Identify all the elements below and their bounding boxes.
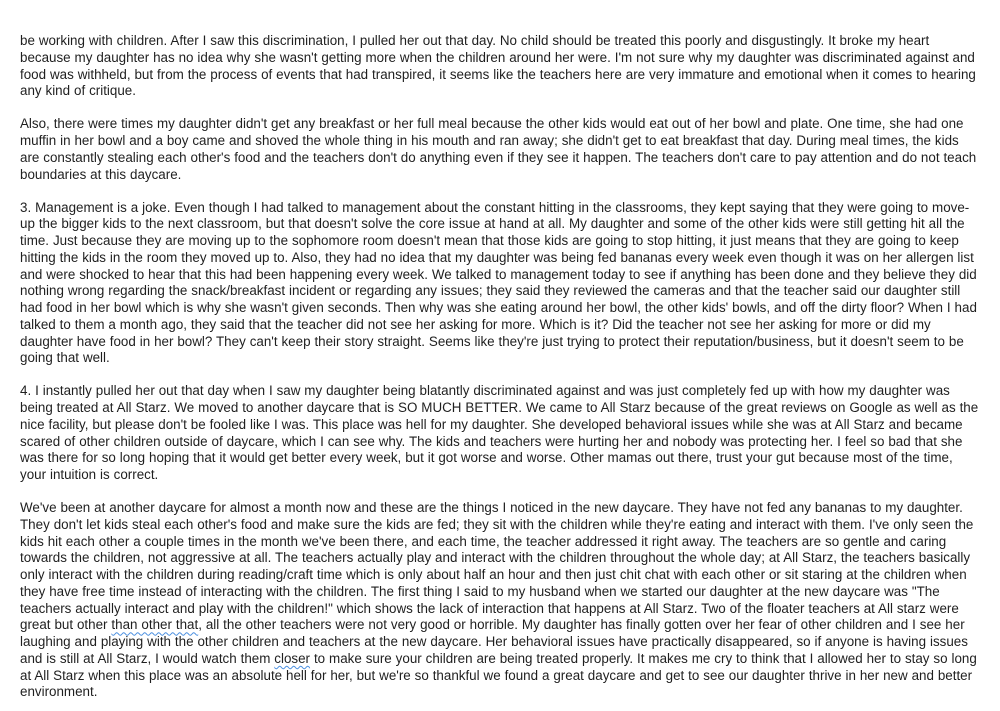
paragraph [20, 500, 980, 701]
text-segment: 4. I instantly pulled her out that day when I saw my daughter being blatantly discriminated against and was just completely fed up with how my daughter was being treated at All Starz. We moved to another daycare that is SO MUCH BETTER. We came to All Starz because of the great reviews on Google as well as the nice facility, but please don't be fooled like I was. This place was hell for my daughter. She developed behavioral issues while she was at All Starz and became scared of other children outside of daycare, which I can see why. The kids and teachers were hurting her and nobody was protecting her. I feel so bad that she was there for so long hoping that it would get better every week, but it got worse and worse. Other mamas out there, trust your gut because most of the time, your intuition is correct. [20, 383, 979, 483]
text-segment: Also, there were times my daughter didn't get any breakfast or her full meal because the other kids would eat out of her bowl and plate. One time, she had one muffin in her bowl and a boy came and shoved the whole thing in his mouth and ran away; she didn't get to eat breakfast that day. During meal times, the kids are constantly stealing each other's food and the teachers don't do anything even if they see it happen. The teachers don't care to pay attention and do not teach boundaries at this daycare. [20, 116, 977, 182]
grammar-flagged-text[interactable]: closer [274, 650, 311, 666]
text-segment: We've been at another daycare for almost a month now and these are the things I noticed in the new daycare. They have not fed any bananas to my daughter. They don't let kids steal each other's food and make sure the kids are fed; they sit with the children while they're eating and interact with them. I've only seen the kids hit each other a couple times in the month we've been there, and each time, the teacher addressed it right away. The teachers are so gentle and caring towards the children, not aggressive at all. The teachers actually play and interact with the children throughout the whole day; at All Starz, the teachers basically only interact with the children during reading/craft time which is only about half an hour and then just chit chat with each other or sit staring at the children when they have free time instead of interacting with the children. The first thing I said to my husband when we started our daughter at the new daycare was "The teachers actually interact and play with the children!" which shows the lack of interaction that happens at All Starz. Two of the floater teachers at All starz were great but other [20, 500, 974, 633]
text-segment: to make sure your children are being treated properly. It makes me cry to think that I allowed her to stay so long at All Starz when this place was an absolute hell for her, but we're so thankful we found a great daycare and get to see our daughter thrive in her new and better environment. [20, 650, 977, 700]
text-segment: be working with children. After I saw this discrimination, I pulled her out that day. No child should be treated this poorly and disgustingly. It broke my heart because my daughter has no idea why she wasn't getting more when the children around her were. I'm not sure why my daughter was discriminated against and food was withheld, but from the process of events that had transpired, it seems like the teachers here are very immature and emotional when it comes to hearing any kind of critique. [20, 33, 976, 99]
paragraph [20, 116, 980, 183]
text-segment: 3. Management is a joke. Even though I had talked to management about the constant hitting in the classrooms, they kept saying that they were going to move-up the bigger kids to the next classroom, but that doesn't solve the core issue at hand at all. My daughter and some of the other kids were still getting hit all the time. Just because they are moving up to the sophomore room doesn't mean that those kids are going to stop hitting, it just means that they are going to keep hitting the kids in the room they moved up to. Also, they had no idea that my daughter was being fed bananas every week even though it was on her allergen list and were shocked to hear that this had been happening every week. We talked to management today to see if anything has been done and they believe they did nothing wrong regarding the snack/breakfast incident or regarding any issues; they said they reviewed the cameras and that the teacher said our daughter still had food in her bowl which is why she wasn't given seconds. Then why was she eating around her bowl, the other kids' bowls, and off the dirty floor? When I had talked to them a month ago, they said that the teacher did not see her asking for more. Which is it? Did the teacher not see her asking for more or did my daughter have food in her bowl? They can't keep their story straight. Seems like they're just trying to protect their reputation/business, but it doesn't seem to be going that well. [20, 199, 977, 366]
grammar-flagged-text[interactable]: than other that [111, 617, 199, 633]
paragraph [20, 200, 980, 368]
paragraph [20, 383, 980, 484]
paragraph [20, 33, 980, 100]
text-segment: , all the other teachers were not very good or horrible. My daughter has finally gotten over her fear of other children and I see her laughing and playing with the other children and teachers at the new daycare. Her behavioral issues have practically disappeared, so if anyone is having issues and is still at All Starz, I would watch them [20, 617, 968, 666]
